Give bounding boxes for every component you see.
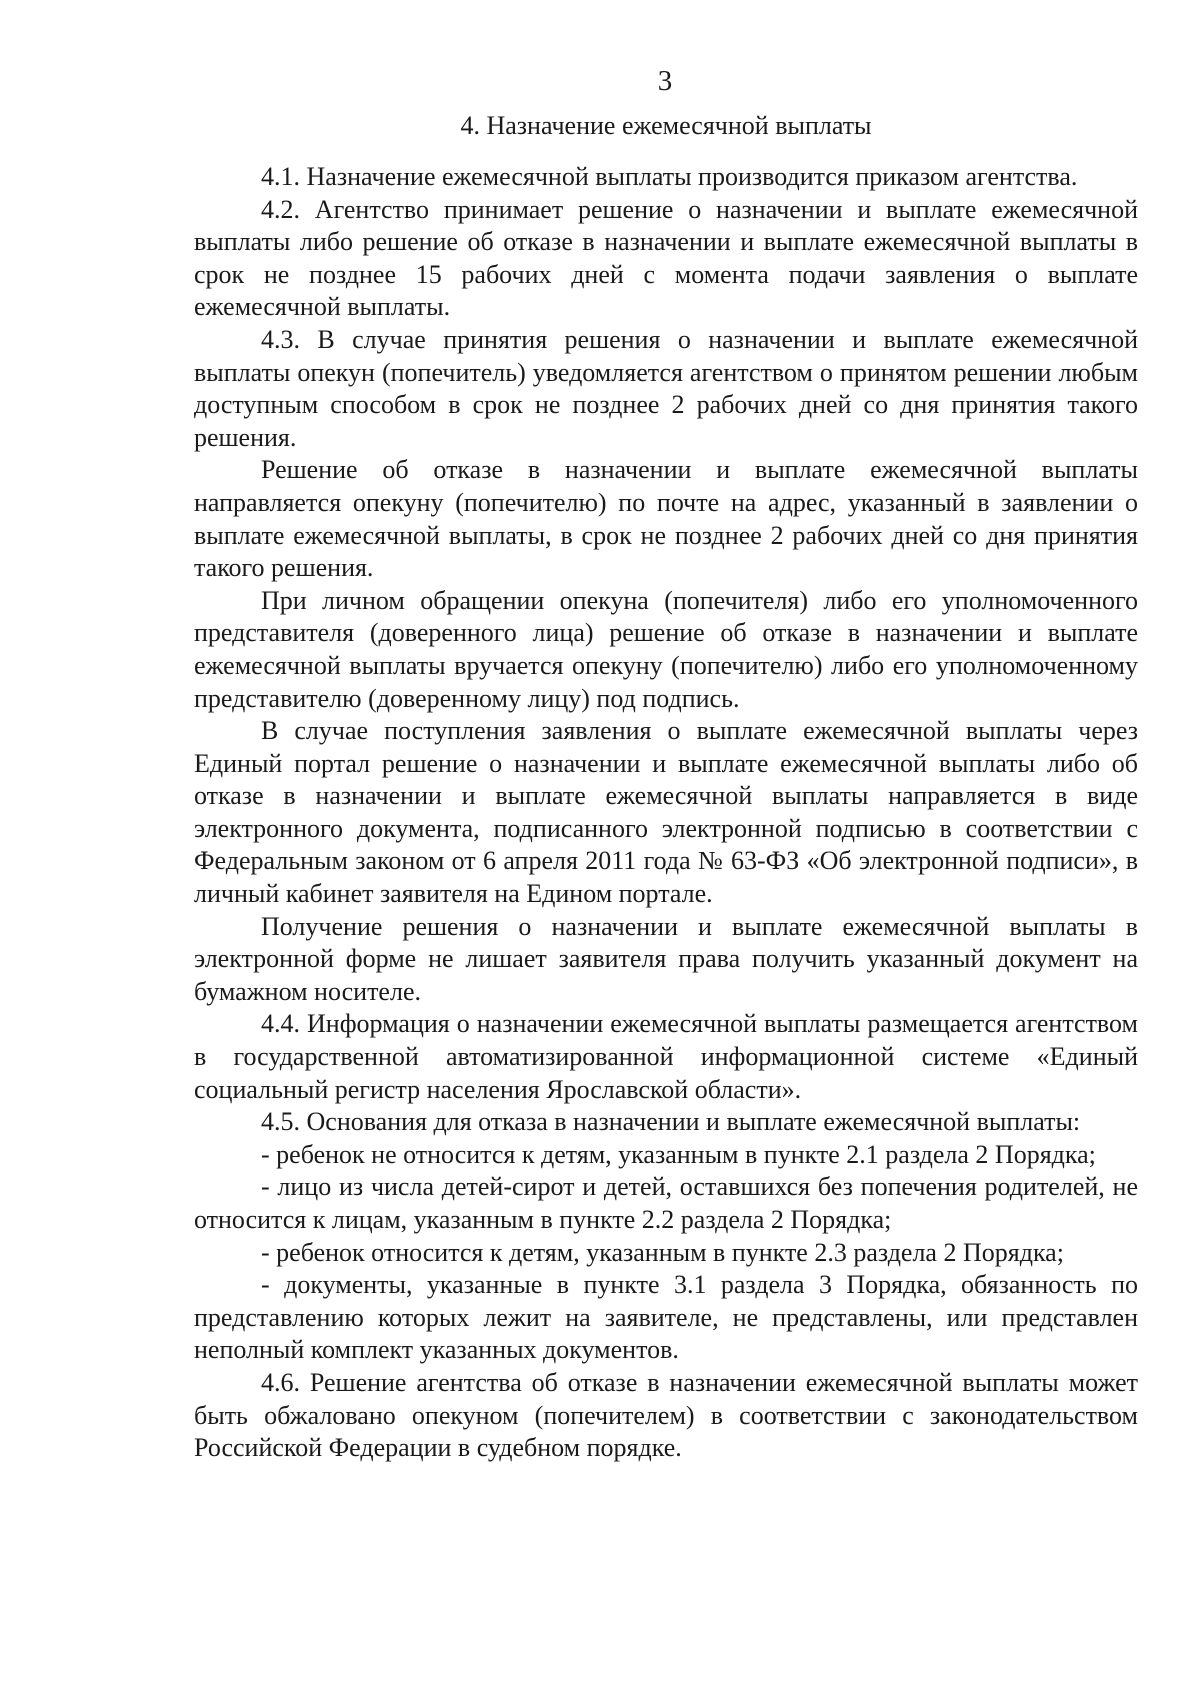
paragraph: 4.2. Агентство принимает решение о назначении и выплате ежемесячной выплаты либо решение об отказе в назначении и выплате ежемесячной выплаты в срок не позднее 15 рабочих дней с момента подачи заявления о выплате ежемесячной выплаты. bbox=[194, 194, 1138, 322]
paragraph: При личном обращении опекуна (попечителя) либо его уполномоченного представителя (доверенного лица) решение об отказе в назначении и выплате ежемесячной выплаты вручается опекуну (попечителю) либо его уполномоченному представителю (доверенному лицу) под подпись. bbox=[194, 585, 1138, 713]
document-body bbox=[194, 161, 1138, 1465]
list-item: - ребенок относится к детям, указанным в пункте 2.3 раздела 2 Порядка; bbox=[261, 1237, 1064, 1267]
paragraph: 4.6. Решение агентства об отказе в назначении ежемесячной выплаты может быть обжаловано опекуном (попечителем) в соответствии с законодательством Российской Федерации в судебном порядке. bbox=[194, 1367, 1138, 1463]
paragraph: В случае поступления заявления о выплате ежемесячной выплаты через Единый портал решение о назначении и выплате ежемесячной выплаты либо об отказе в назначении и выплате ежемесячной выплаты направляется в виде электронного документа, подписанного электронной подписью в соответствии с Федеральным законом от 6 апреля 2011 года № 63-ФЗ «Об электронной подписи», в личный кабинет заявителя на Едином портале. bbox=[194, 716, 1138, 909]
paragraph: 4.4. Информация о назначении ежемесячной выплаты размещается агентством в государственной автоматизированной информационной системе «Единый социальный регистр населения Ярославской области». bbox=[194, 1009, 1138, 1104]
list-item: - документы, указанные в пункте 3.1 раздела 3 Порядка, обязанность по представлению которых лежит на заявителе, не представлены, или представлен неполный комплект указанных документов. bbox=[194, 1270, 1138, 1365]
page-number: 3 bbox=[657, 65, 673, 97]
paragraph: 4.5. Основания для отказа в назначении и выплате ежемесячной выплаты: bbox=[261, 1107, 1081, 1137]
paragraph: Решение об отказе в назначении и выплате ежемесячной выплаты направляется опекуну (попечителю) по почте на адрес, указанный в заявлении о выплате ежемесячной выплаты, в срок не позднее 2 рабочих дней со дня принятия такого решения. bbox=[194, 455, 1138, 583]
paragraph: 4.3. В случае принятия решения о назначении и выплате ежемесячной выплаты опекун (попечитель) уведомляется агентством о принятом решении любым доступным способом в срок не позднее 2 рабочих дней со дня принятия такого решения. bbox=[194, 324, 1138, 452]
paragraph: Получение решения о назначении и выплате ежемесячной выплаты в электронной форме не лишает заявителя права получить указанный документ на бумажном носителе. bbox=[194, 911, 1138, 1006]
paragraph: 4.1. Назначение ежемесячной выплаты производится приказом агентства. bbox=[261, 162, 1078, 191]
section-heading: 4. Назначение ежемесячной выплаты bbox=[460, 111, 872, 140]
list-item: - ребенок не относится к детям, указанным в пункте 2.1 раздела 2 Порядка; bbox=[261, 1139, 1096, 1169]
list-item: - лицо из числа детей-сирот и детей, оставшихся без попечения родителей, не относится к лицам, указанным в пункте 2.2 раздела 2 Порядка; bbox=[194, 1172, 1138, 1234]
